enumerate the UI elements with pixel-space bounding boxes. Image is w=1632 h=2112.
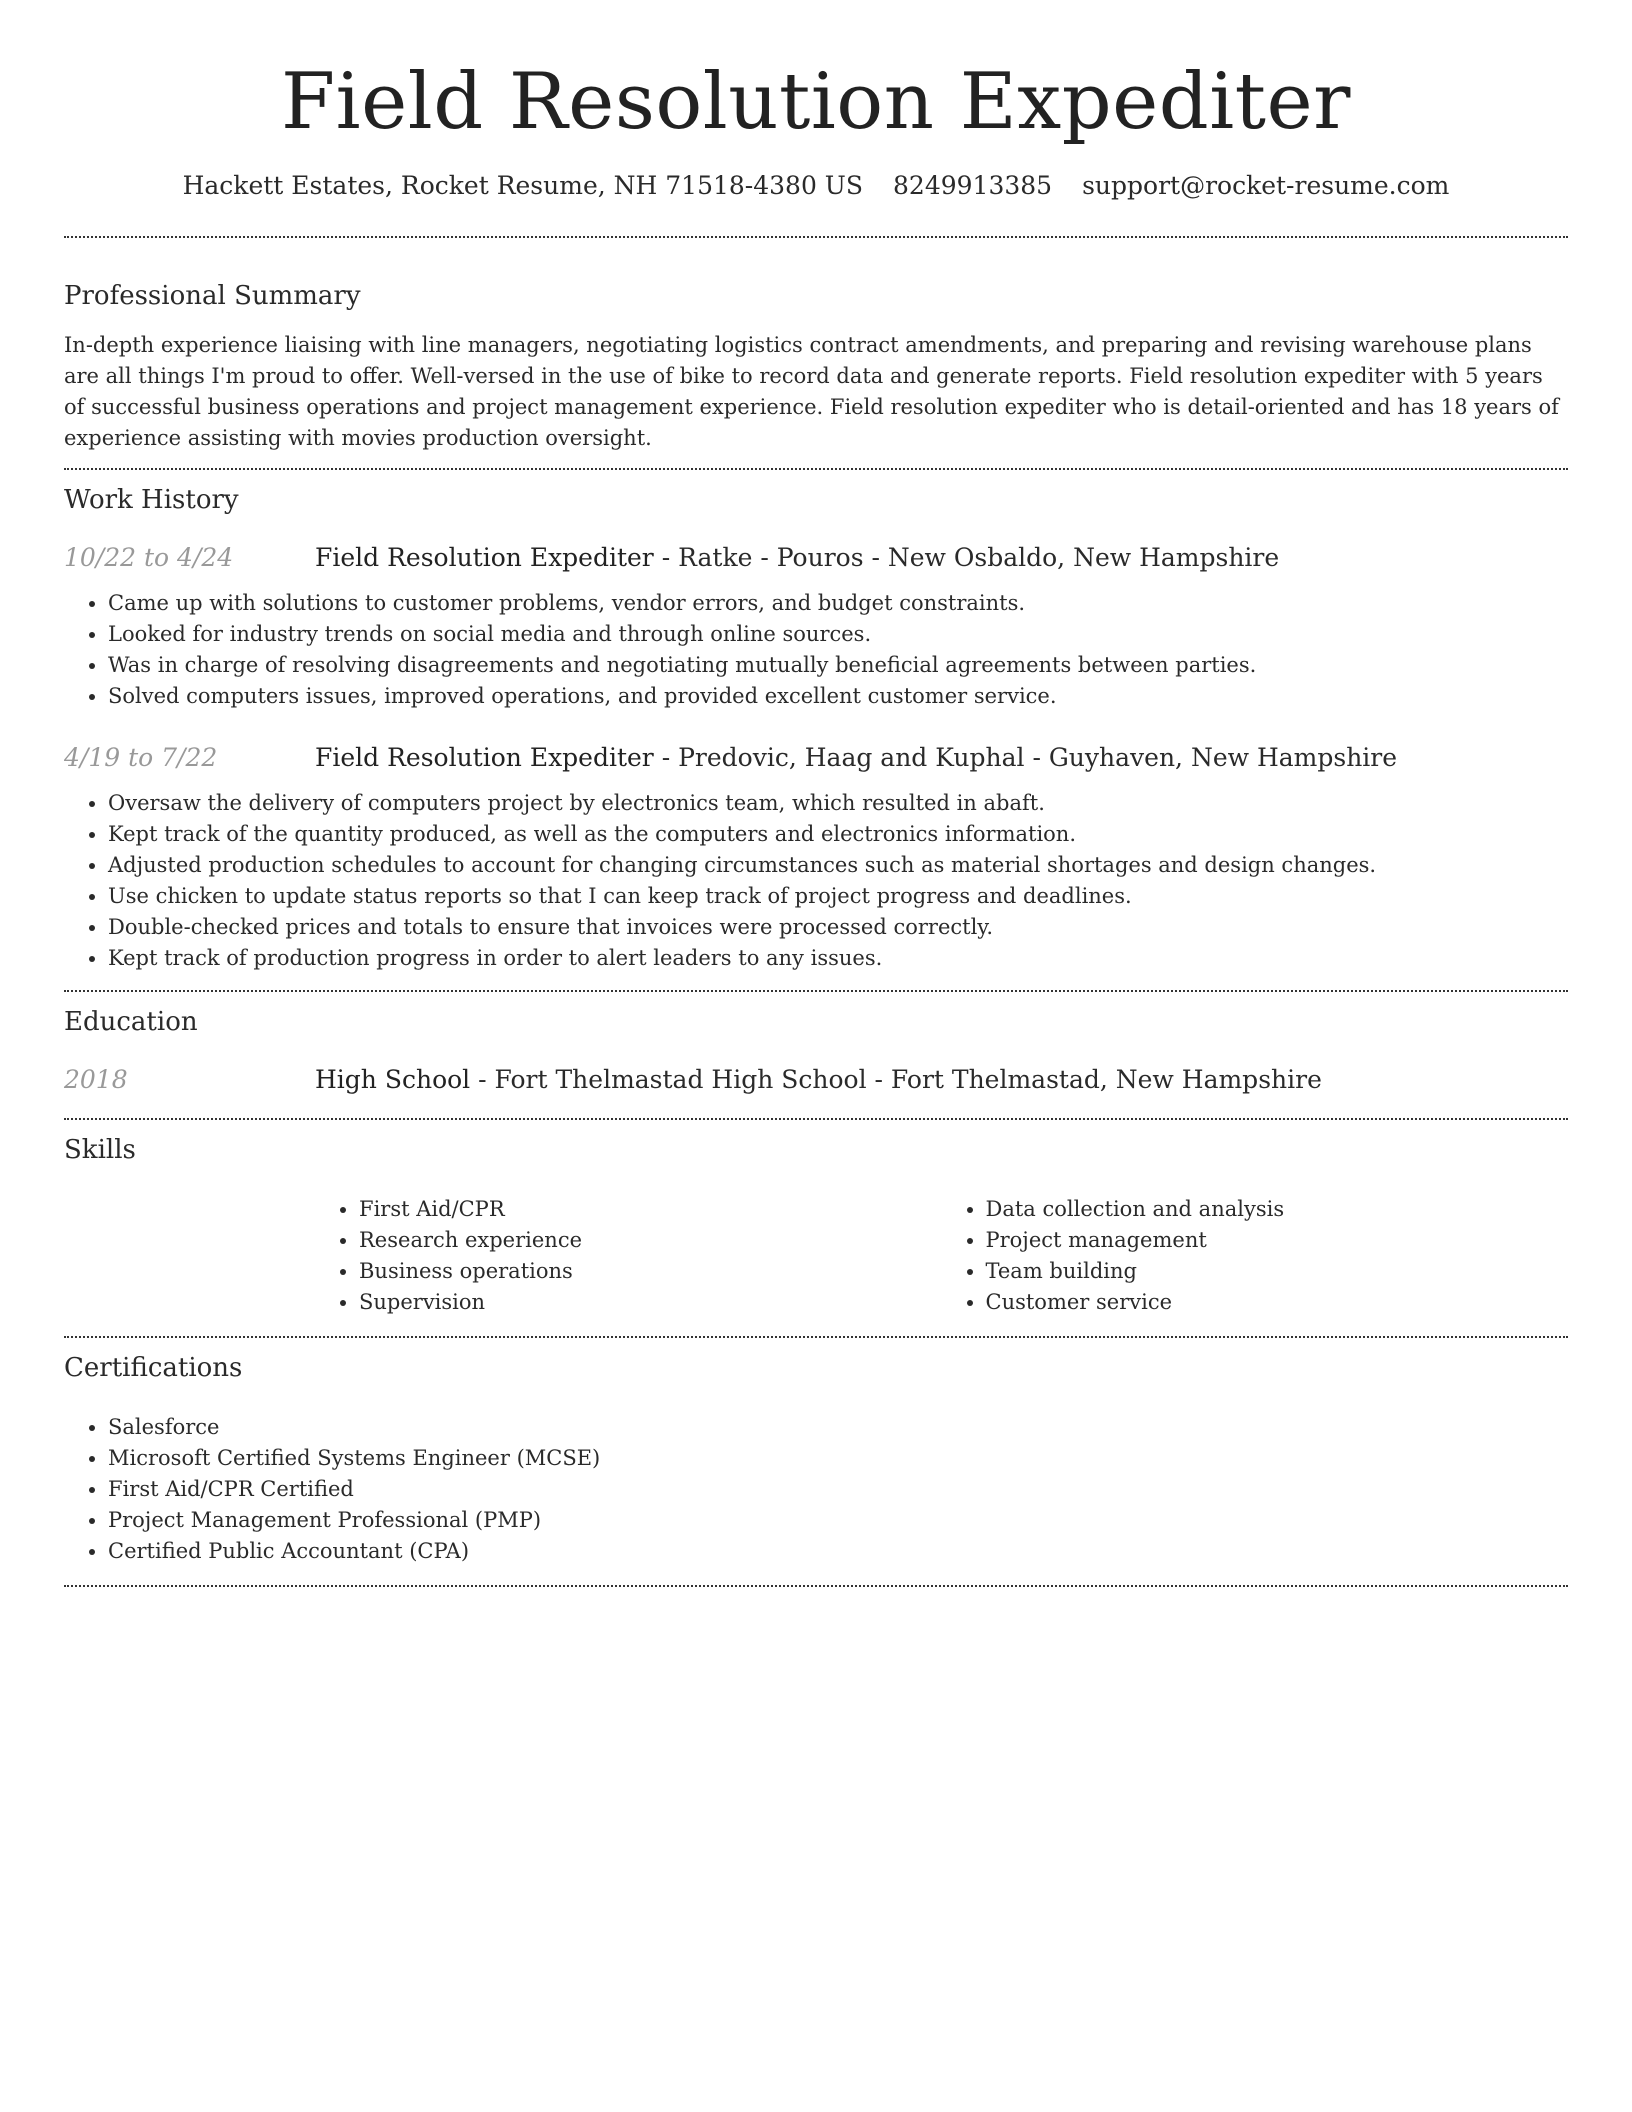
work-history-heading: Work History [64,485,239,515]
education-year: 2018 [64,1065,128,1094]
resume-page [64,0,1568,1587]
list-item: • First Aid/CPR Certified [108,1474,1568,1505]
contact-phone: 8249913385 [893,171,1053,200]
list-item: • Research experience [359,1225,942,1256]
contact-email: support@rocket-resume.com [1082,171,1450,200]
list-item: • Customer service [986,1287,1569,1318]
certifications-section [64,1350,1568,1567]
list-item: • Salesforce [108,1412,1568,1443]
list-item: • First Aid/CPR [359,1194,942,1225]
section-divider [64,990,1568,992]
list-item: • Looked for industry trends on social media and through online sources. [108,619,1568,650]
section-divider [64,468,1568,470]
summary-section [64,278,1568,454]
job-bullets [64,588,1568,712]
list-item: • Certified Public Accountant (CPA) [108,1536,1568,1567]
job-role: Field Resolution Expediter [315,743,654,772]
list-item: • Kept track of production progress in order to alert leaders to any issues. [108,943,1568,974]
summary-heading: Professional Summary [64,281,361,311]
job-entry [64,540,1568,712]
education-section [64,1004,1568,1098]
skills-column-right [942,1194,1569,1318]
job-dates: 10/22 to 4/24 [64,543,234,572]
job-title [315,740,1568,776]
list-item: • Business operations [359,1256,942,1287]
list-item: • Team building [986,1256,1569,1287]
education-degree: High School [315,1065,471,1094]
education-title [315,1062,1568,1098]
skills-section [64,1132,1568,1318]
section-divider [64,1585,1568,1587]
list-item: • Supervision [359,1287,942,1318]
list-item: • Project Management Professional (PMP) [108,1505,1568,1536]
list-item: • Was in charge of resolving disagreements and negotiating mutually beneficial agreements between parties. [108,650,1568,681]
resume-name: Field Resolution Expediter [281,57,1351,147]
job-entry [64,740,1568,974]
list-item: • Microsoft Certified Systems Engineer (MCSE) [108,1443,1568,1474]
certifications-heading: Certifications [64,1353,243,1383]
list-item: • Project management [986,1225,1569,1256]
education-heading: Education [64,1007,198,1037]
contact-address: Hackett Estates, Rocket Resume, NH 71518-4380 US [182,171,864,200]
list-item: • Came up with solutions to customer problems, vendor errors, and budget constraints. [108,588,1568,619]
job-dates: 4/19 to 7/22 [64,743,218,772]
section-divider [64,1336,1568,1338]
list-item: • Solved computers issues, improved operations, and provided excellent customer service. [108,681,1568,712]
list-item: • Use chicken to update status reports so that I can keep track of project progress and deadlines. [108,881,1568,912]
skills-column-left [315,1194,942,1318]
job-role: Field Resolution Expediter [315,543,654,572]
list-item: • Double-checked prices and totals to ensure that invoices were processed correctly. [108,912,1568,943]
job-details: - Ratke - Pouros - New Osbaldo, New Hampshire [653,543,1280,572]
section-divider [64,1118,1568,1120]
job-bullets [64,788,1568,974]
skills-heading: Skills [64,1135,136,1165]
list-item: • Kept track of the quantity produced, as well as the computers and electronics information. [108,819,1568,850]
list-item: • Adjusted production schedules to account for changing circumstances such as material shortages and design changes. [108,850,1568,881]
education-entry [64,1062,1568,1098]
job-title [315,540,1568,576]
summary-text: In-depth experience liaising with line managers, negotiating logistics contract amendments, and preparing and revising warehouse plans are all things I'm proud to offer. Well-versed in the use of bike to record data and generate reports. Field resolution expediter with 5 years of successful business operations and project management experience. Field resolution expediter who is detail-oriented and has 18 years of experience assisting with movies production oversight. [64,333,1559,450]
education-details: - Fort Thelmastad High School - Fort Thelmastad, New Hampshire [470,1065,1322,1094]
skills-grid [315,1194,1568,1318]
job-details: - Predovic, Haag and Kuphal - Guyhaven, New Hampshire [653,743,1398,772]
certifications-list [64,1412,1568,1567]
section-divider [64,236,1568,238]
list-item: • Oversaw the delivery of computers project by electronics team, which resulted in abaft. [108,788,1568,819]
work-history-section [64,482,1568,974]
list-item: • Data collection and analysis [986,1194,1569,1225]
contact-line [64,168,1568,204]
